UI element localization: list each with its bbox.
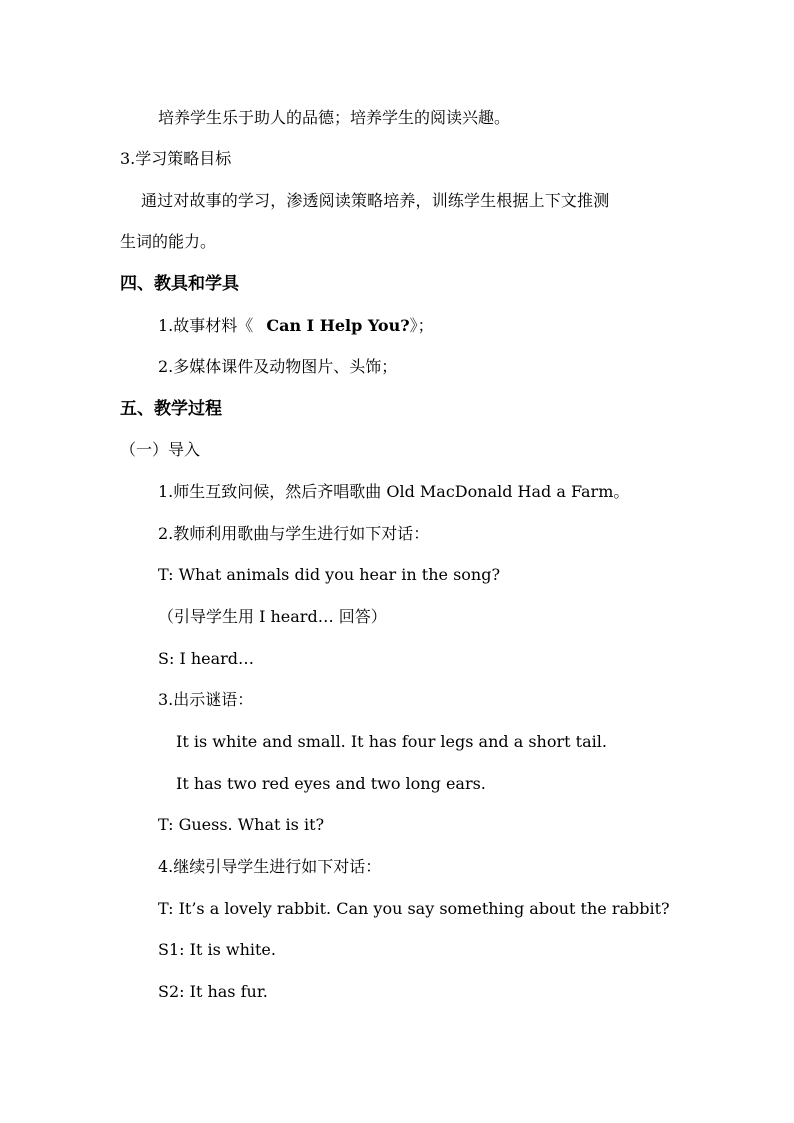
text-line-teacher-question: T: What animals did you hear in the song?	[158, 565, 501, 584]
story-material-suffix: 》；	[409, 316, 434, 335]
text-line-student-1: S1: It is white.	[158, 940, 276, 959]
text-line-student-2: S2: It has fur.	[158, 982, 268, 1001]
heading-teaching-aids: 四、教具和学具	[120, 274, 239, 294]
text-line-riddle-1: It is white and small. It has four legs and a short tail.	[176, 732, 607, 751]
text-line-strategy-2: 生词的能力。	[120, 232, 217, 251]
text-line-continue-dialogue: 4.继续引导学生进行如下对话：	[158, 857, 382, 876]
story-material-prefix: 1.故事材料《	[158, 316, 254, 335]
subheading-introduction: （一）导入	[120, 440, 201, 459]
text-line-guide-answer: （引导学生用 I heard… 回答）	[158, 607, 387, 626]
text-line-teacher-guess: T: Guess. What is it?	[158, 815, 325, 834]
text-line-multimedia: 2.多媒体课件及动物图片、头饰；	[158, 357, 398, 376]
heading-teaching-process: 五、教学过程	[120, 399, 222, 419]
story-title: Can I Help You?	[266, 316, 410, 335]
text-line-greeting-song: 1.师生互致问候，然后齐唱歌曲 Old MacDonald Had a Farm。	[158, 482, 630, 501]
text-line-teacher-rabbit: T: It’s a lovely rabbit. Can you say something about the rabbit?	[158, 899, 670, 918]
text-line-dialogue-intro: 2.教师利用歌曲与学生进行如下对话：	[158, 524, 430, 543]
text-line-riddle-intro: 3.出示谜语：	[158, 690, 254, 709]
text-line-riddle-2: It has two red eyes and two long ears.	[176, 774, 486, 793]
text-line-student-answer: S: I heard…	[158, 649, 255, 668]
text-line-strategy-1: 通过对故事的学习，渗透阅读策略培养，训练学生根据上下文推测	[141, 191, 610, 210]
section-learning-strategy-goal: 3.学习策略目标	[120, 149, 232, 168]
text-line-story-material	[158, 315, 434, 337]
text-line-moral-goal: 培养学生乐于助人的品德；培养学生的阅读兴趣。	[158, 108, 511, 127]
